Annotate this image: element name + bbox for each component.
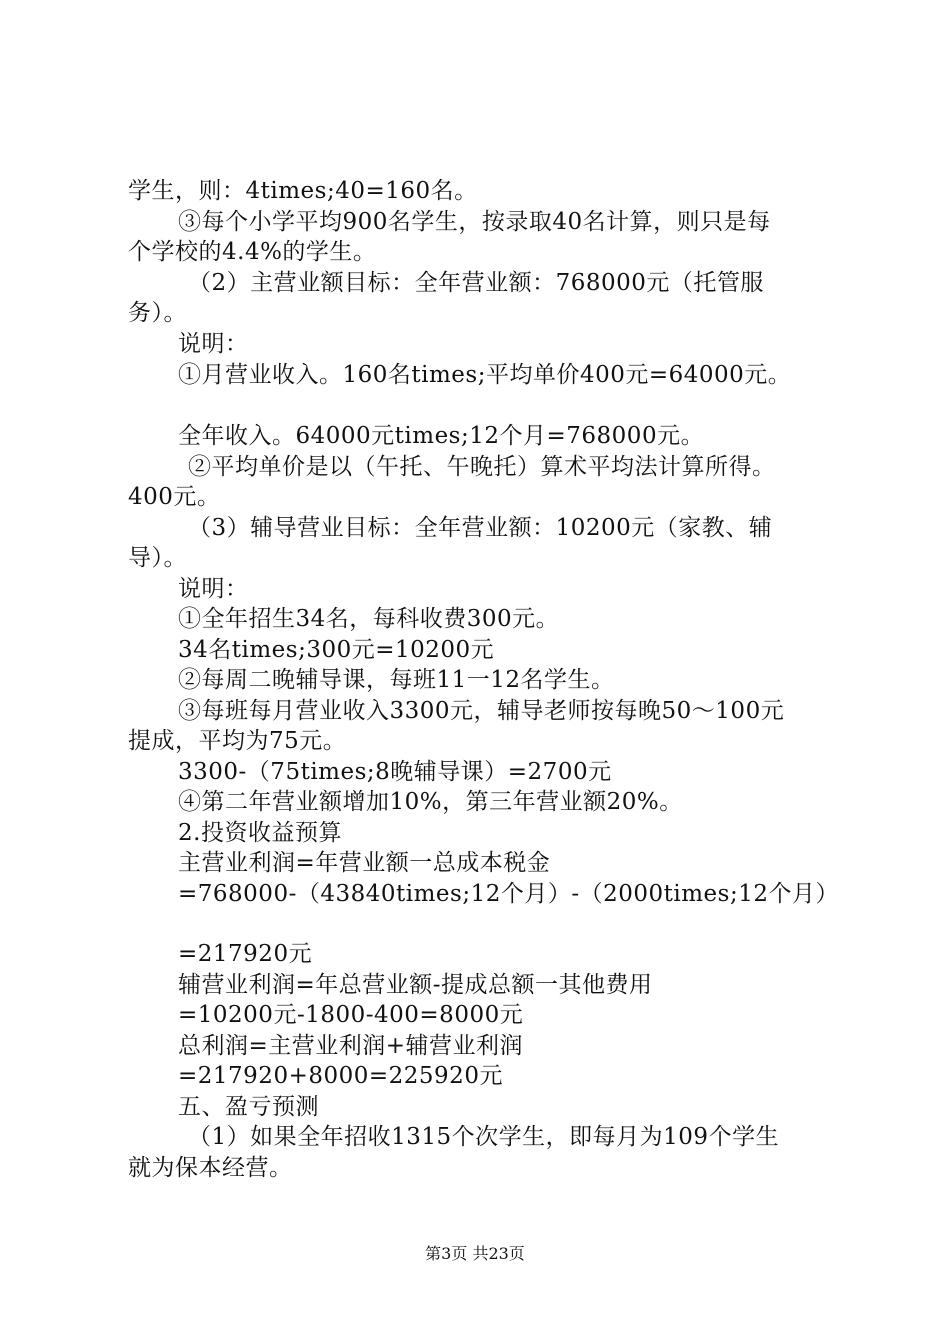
text-line: ①月营业收入。160名times;平均单价400元=64000元。 — [178, 362, 792, 388]
text-line: （3）辅导营业目标：全年营业额：10200元（家教、辅 — [188, 515, 773, 541]
text-line: ④第二年营业额增加10%，第三年营业额20%。 — [178, 789, 683, 815]
section-heading: 五、盈亏预测 — [178, 1094, 319, 1120]
text-line: 3300-（75times;8晚辅导课）=2700元 — [178, 759, 612, 785]
text-line: 就为保本经营。 — [128, 1155, 293, 1181]
text-line: ②平均单价是以（午托、午晚托）算术平均法计算所得。 — [188, 454, 776, 480]
text-line: 34名times;300元=10200元 — [178, 637, 495, 663]
text-line: ③每班每月营业收入3300元，辅导老师按每晚50～100元 — [178, 698, 785, 724]
text-line: 说明： — [178, 576, 249, 602]
text-line: 个学校的4.4%的学生。 — [128, 239, 377, 265]
text-line: ①全年招生34名，每科收费300元。 — [178, 606, 560, 632]
text-line: =10200元-1800-400=8000元 — [178, 1002, 524, 1028]
text-line: 全年收入。64000元times;12个月=768000元。 — [178, 423, 705, 449]
text-line: （2）主营业额目标：全年营业额：768000元（托管服 — [188, 270, 764, 296]
page-number: 第3页 共23页 — [425, 1244, 525, 1263]
text-line: （1）如果全年招收1315个次学生，即每月为109个学生 — [188, 1124, 780, 1150]
text-line: =217920元 — [178, 941, 313, 967]
text-line: 辅营业利润=年总营业额-提成总额一其他费用 — [178, 972, 653, 998]
text-line: =768000-（43840times;12个月）-（2000times;12个月） — [178, 881, 839, 907]
text-line: ②每周二晚辅导课，每班11一12名学生。 — [178, 667, 615, 693]
text-line: 导）。 — [128, 545, 187, 571]
text-line: ③每个小学平均900名学生，按录取40名计算，则只是每 — [178, 209, 771, 235]
text-line: 主营业利润=年营业额一总成本税金 — [178, 850, 551, 876]
text-line: 说明： — [178, 331, 249, 357]
text-line: 400元。 — [128, 484, 221, 510]
text-line: 提成，平均为75元。 — [128, 728, 347, 754]
text-line: =217920+8000=225920元 — [178, 1063, 503, 1089]
text-line: 学生，则：4times;40=160名。 — [128, 178, 478, 204]
text-line: 2.投资收益预算 — [178, 820, 342, 846]
text-line: 总利润=主营业利润+辅营业利润 — [178, 1033, 524, 1059]
text-line: 务）。 — [128, 300, 187, 326]
